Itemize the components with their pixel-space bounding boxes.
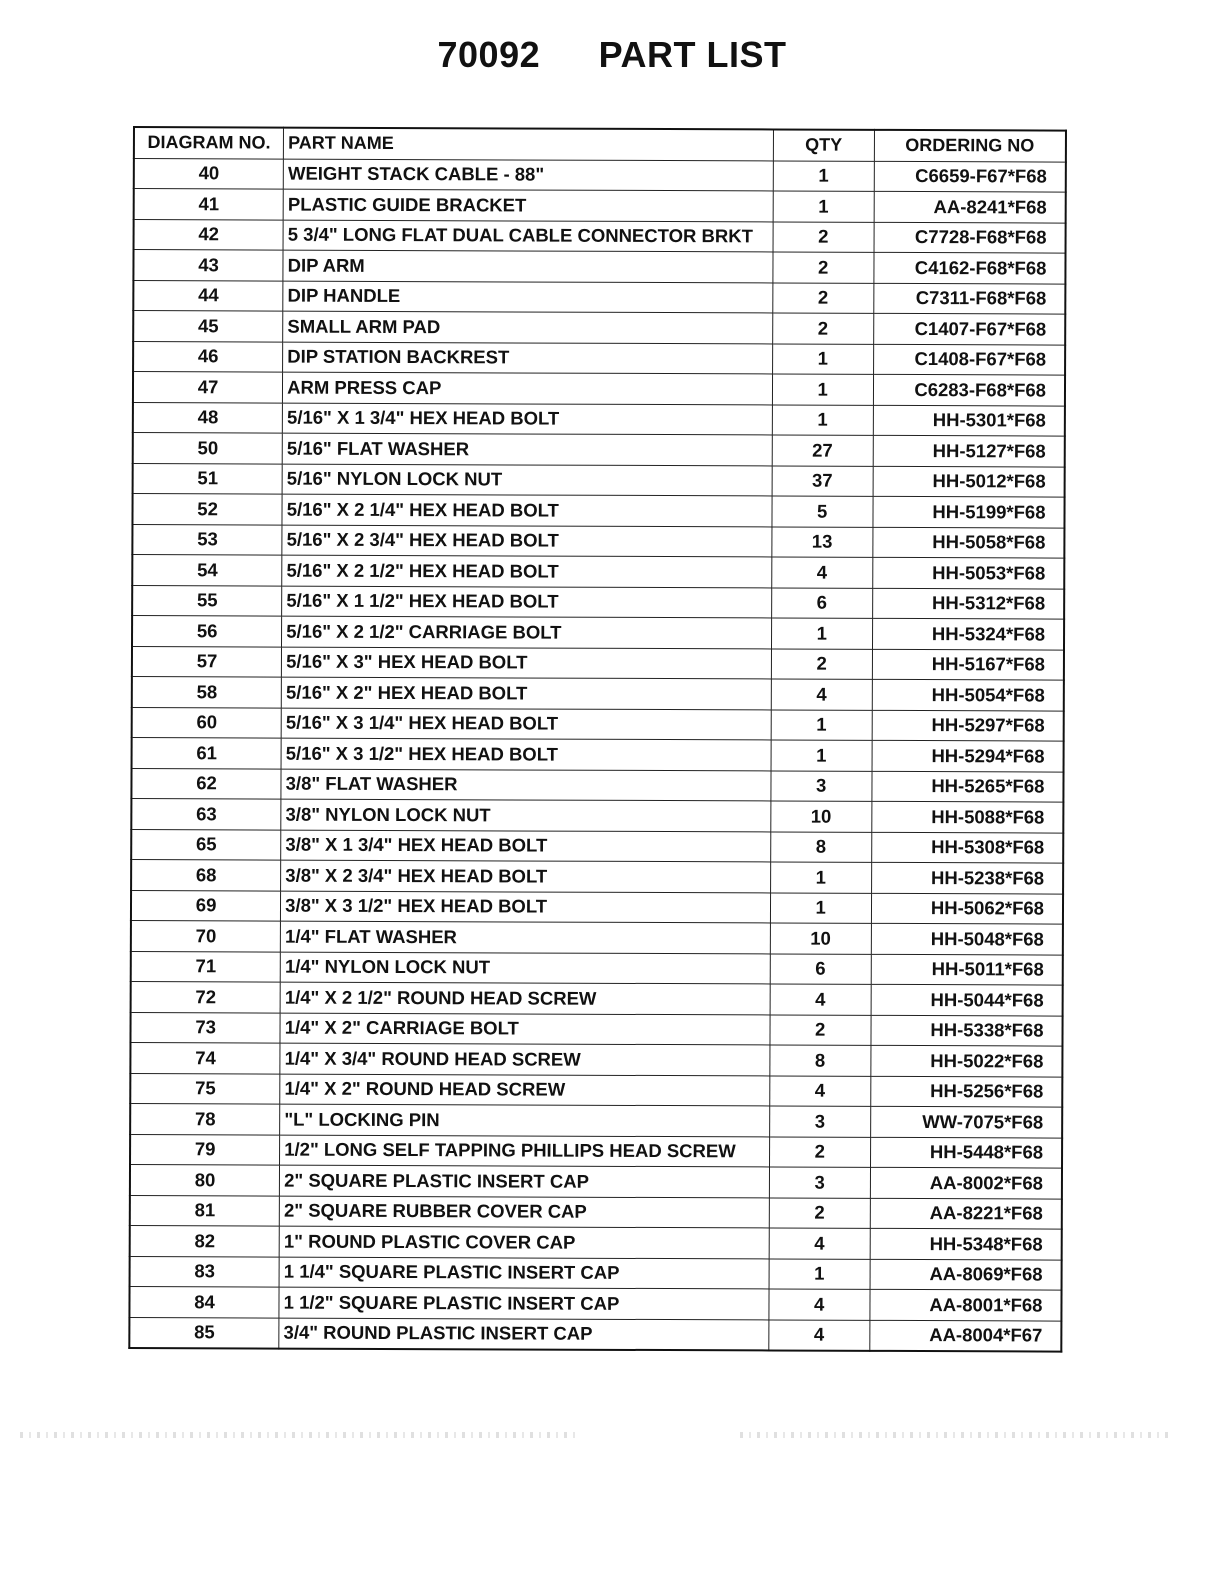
table-row [132,676,1064,710]
cell-qty: 4 [768,1319,869,1350]
cell-part-name: 5/16" X 3 1/2" HEX HEAD BOLT [281,738,771,770]
cell-qty: 8 [770,831,871,862]
cell-ordering-no: HH-5127*F68 [873,435,1065,466]
cell-diagram-no: 47 [133,372,283,403]
cell-part-name: 5/16" NYLON LOCK NUT [282,464,772,496]
table-row [133,311,1065,345]
cell-diagram-no: 43 [133,250,283,281]
cell-part-name: 1 1/4" SQUARE PLASTIC INSERT CAP [279,1257,769,1289]
cell-part-name: 5/16" X 2 3/4" HEX HEAD BOLT [282,525,772,557]
table-row [132,555,1064,589]
cell-part-name: DIP HANDLE [283,281,773,313]
table-row [131,920,1063,954]
cell-part-name: 2" SQUARE PLASTIC INSERT CAP [280,1165,770,1197]
cell-ordering-no: C4162-F68*F68 [874,252,1066,283]
cell-part-name: 5/16" X 3" HEX HEAD BOLT [282,647,772,679]
cell-part-name: PLASTIC GUIDE BRACKET [283,189,773,221]
cell-part-name: 3/8" X 3 1/2" HEX HEAD BOLT [281,891,771,923]
cell-qty: 4 [769,1228,870,1259]
cell-part-name: 3/8" X 2 3/4" HEX HEAD BOLT [281,860,771,892]
table-row [130,1195,1062,1229]
cell-diagram-no: 63 [131,798,281,829]
cell-part-name: 2" SQUARE RUBBER COVER CAP [279,1196,769,1228]
cell-part-name: 1/4" X 3/4" ROUND HEAD SCREW [280,1043,770,1075]
cell-part-name: 5/16" X 1 3/4" HEX HEAD BOLT [283,403,773,435]
cell-diagram-no: 46 [133,341,283,372]
scan-noise-left [20,1432,580,1438]
cell-ordering-no: HH-5348*F68 [870,1228,1062,1259]
cell-part-name: DIP STATION BACKREST [283,342,773,374]
table-row [130,1012,1062,1046]
cell-part-name: 5/16" X 2 1/2" CARRIAGE BOLT [282,616,772,648]
cell-diagram-no: 73 [130,1012,280,1043]
cell-qty: 2 [773,221,874,252]
cell-part-name: 1/4" FLAT WASHER [281,921,771,953]
cell-qty: 1 [772,404,873,435]
cell-part-name: 5/16" X 2" HEX HEAD BOLT [281,677,771,709]
table-row [133,280,1065,314]
cell-diagram-no: 54 [132,555,282,586]
cell-ordering-no: HH-5308*F68 [871,832,1063,863]
table-row [132,646,1064,680]
cell-diagram-no: 61 [132,737,282,768]
cell-diagram-no: 68 [131,859,281,890]
cell-ordering-no: C6283-F68*F68 [873,374,1065,405]
header-ordering-no: ORDERING NO [874,130,1066,162]
header-row [134,127,1066,162]
cell-part-name: 1/4" NYLON LOCK NUT [280,952,770,984]
table-row [131,768,1063,802]
cell-part-name: 5/16" X 1 1/2" HEX HEAD BOLT [282,586,772,618]
cell-ordering-no: HH-5312*F68 [872,588,1064,619]
cell-qty: 13 [771,526,872,557]
cell-ordering-no: C1407-F67*F68 [873,313,1065,344]
table-row [131,890,1063,924]
cell-diagram-no: 84 [129,1286,279,1317]
table-row [134,219,1066,253]
cell-qty: 2 [770,1014,871,1045]
cell-qty: 1 [772,343,873,374]
cell-qty: 6 [770,953,871,984]
cell-qty: 1 [770,892,871,923]
cell-ordering-no: AA-8001*F68 [870,1289,1062,1320]
cell-part-name: 1/4" X 2 1/2" ROUND HEAD SCREW [280,982,770,1014]
cell-part-name: 5/16" X 2 1/2" HEX HEAD BOLT [282,555,772,587]
cell-qty: 4 [771,679,872,710]
cell-diagram-no: 80 [130,1164,280,1195]
cell-diagram-no: 58 [132,676,282,707]
cell-ordering-no: HH-5022*F68 [871,1045,1063,1076]
table-row [130,1164,1062,1198]
cell-diagram-no: 79 [130,1134,280,1165]
parts-table-body [129,158,1066,1352]
table-row [131,981,1063,1015]
table-row [132,585,1064,619]
cell-qty: 2 [769,1136,870,1167]
cell-diagram-no: 69 [131,890,281,921]
cell-qty: 10 [770,801,871,832]
cell-diagram-no: 82 [130,1225,280,1256]
scan-noise-right [740,1432,1170,1438]
table-row [133,372,1065,406]
cell-qty: 4 [769,1289,870,1320]
table-row [132,524,1064,558]
cell-ordering-no: HH-5062*F68 [871,893,1063,924]
cell-ordering-no: HH-5238*F68 [871,862,1063,893]
cell-diagram-no: 72 [131,981,281,1012]
table-row [130,1042,1062,1076]
cell-ordering-no: HH-5448*F68 [870,1137,1062,1168]
header-diagram-no: DIAGRAM NO. [134,127,284,159]
table-row [132,494,1064,528]
cell-ordering-no: C1408-F67*F68 [873,344,1065,375]
cell-part-name: 5/16" FLAT WASHER [282,433,772,465]
header-part-name: PART NAME [284,128,774,161]
cell-part-name: 1/4" X 2" ROUND HEAD SCREW [280,1074,770,1106]
cell-qty: 1 [773,160,874,191]
cell-ordering-no: AA-8221*F68 [870,1198,1062,1229]
cell-ordering-no: HH-5048*F68 [871,923,1063,954]
cell-part-name: SMALL ARM PAD [283,311,773,343]
cell-diagram-no: 81 [130,1195,280,1226]
cell-qty: 2 [772,252,873,283]
cell-diagram-no: 41 [134,189,284,220]
cell-qty: 1 [771,618,872,649]
cell-ordering-no: AA-8002*F68 [870,1167,1062,1198]
cell-diagram-no: 57 [132,646,282,677]
cell-part-name: 5/16" X 3 1/4" HEX HEAD BOLT [281,708,771,740]
table-row [132,737,1064,771]
cell-qty: 1 [769,1258,870,1289]
cell-qty: 4 [770,984,871,1015]
table-row [133,402,1065,436]
cell-ordering-no: HH-5324*F68 [872,618,1064,649]
cell-diagram-no: 75 [130,1073,280,1104]
cell-diagram-no: 78 [130,1103,280,1134]
cell-ordering-no: HH-5053*F68 [873,557,1065,588]
table-row [130,1073,1062,1107]
cell-qty: 1 [771,740,872,771]
cell-part-name: 3/8" X 1 3/4" HEX HEAD BOLT [281,830,771,862]
cell-part-name: 3/4" ROUND PLASTIC INSERT CAP [279,1318,769,1351]
cell-diagram-no: 51 [133,463,283,494]
table-row [133,433,1065,467]
cell-qty: 4 [769,1075,870,1106]
cell-ordering-no: HH-5011*F68 [871,954,1063,985]
table-row [131,829,1063,863]
cell-ordering-no: HH-5338*F68 [871,1015,1063,1046]
table-row [131,859,1063,893]
parts-table [128,126,1067,1353]
cell-qty: 2 [772,282,873,313]
cell-ordering-no: C7311-F68*F68 [874,283,1066,314]
cell-qty: 10 [770,923,871,954]
header-qty: QTY [773,129,874,160]
cell-ordering-no: HH-5297*F68 [872,710,1064,741]
cell-ordering-no: AA-8069*F68 [870,1259,1062,1290]
cell-part-name: "L" LOCKING PIN [280,1104,770,1136]
cell-ordering-no: C6659-F67*F68 [874,161,1066,192]
cell-part-name: WEIGHT STACK CABLE - 88" [283,159,773,191]
cell-diagram-no: 44 [133,280,283,311]
cell-ordering-no: AA-8004*F67 [870,1320,1062,1352]
cell-qty: 8 [769,1045,870,1076]
table-row [130,1256,1062,1290]
cell-ordering-no: HH-5012*F68 [873,466,1065,497]
cell-part-name: 3/8" FLAT WASHER [281,769,771,801]
cell-ordering-no: HH-5301*F68 [873,405,1065,436]
model-number: 70092 [437,34,541,75]
cell-ordering-no: HH-5054*F68 [872,679,1064,710]
cell-qty: 3 [769,1106,870,1137]
cell-qty: 3 [769,1167,870,1198]
cell-part-name: 1/4" X 2" CARRIAGE BOLT [280,1013,770,1045]
cell-part-name: 1/2" LONG SELF TAPPING PHILLIPS HEAD SCREW [280,1135,770,1167]
cell-diagram-no: 45 [133,311,283,342]
cell-diagram-no: 48 [133,402,283,433]
table-row [129,1317,1061,1352]
cell-ordering-no: HH-5294*F68 [872,740,1064,771]
cell-diagram-no: 62 [131,768,281,799]
cell-diagram-no: 52 [132,494,282,525]
cell-ordering-no: AA-8241*F68 [874,191,1066,222]
cell-qty: 3 [770,770,871,801]
cell-part-name: DIP ARM [283,250,773,282]
table-row [131,798,1063,832]
cell-qty: 1 [771,709,872,740]
cell-qty: 1 [770,862,871,893]
cell-diagram-no: 71 [131,951,281,982]
cell-diagram-no: 40 [134,158,284,189]
table-row [133,250,1065,284]
cell-qty: 6 [771,587,872,618]
cell-qty: 2 [771,648,872,679]
table-row [132,707,1064,741]
cell-diagram-no: 55 [132,585,282,616]
cell-qty: 5 [772,496,873,527]
cell-part-name: 3/8" NYLON LOCK NUT [281,799,771,831]
cell-ordering-no: HH-5256*F68 [871,1076,1063,1107]
cell-qty: 4 [771,557,872,588]
title-text: PART LIST [598,34,787,75]
table-row [132,616,1064,650]
cell-qty: 27 [772,435,873,466]
cell-ordering-no: HH-5199*F68 [873,496,1065,527]
cell-diagram-no: 60 [132,707,282,738]
cell-diagram-no: 53 [132,524,282,555]
cell-diagram-no: 56 [132,616,282,647]
cell-qty: 1 [773,191,874,222]
cell-diagram-no: 50 [133,433,283,464]
cell-ordering-no: HH-5167*F68 [872,649,1064,680]
table-row [129,1286,1061,1320]
table-row [130,1134,1062,1168]
table-row [133,341,1065,375]
cell-ordering-no: C7728-F68*F68 [874,222,1066,253]
cell-diagram-no: 65 [131,829,281,860]
cell-ordering-no: HH-5265*F68 [872,771,1064,802]
cell-qty: 2 [769,1197,870,1228]
cell-diagram-no: 42 [134,219,284,250]
cell-part-name: 5/16" X 2 1/4" HEX HEAD BOLT [282,494,772,526]
cell-diagram-no: 74 [130,1042,280,1073]
table-row [131,951,1063,985]
cell-qty: 1 [772,374,873,405]
table-row [130,1103,1062,1137]
cell-part-name: 5 3/4" LONG FLAT DUAL CABLE CONNECTOR BRKT [283,220,773,252]
cell-diagram-no: 70 [131,920,281,951]
cell-qty: 2 [772,313,873,344]
table-row [130,1225,1062,1259]
table-row [133,463,1065,497]
cell-part-name: 1 1/2" SQUARE PLASTIC INSERT CAP [279,1287,769,1319]
cell-diagram-no: 83 [130,1256,280,1287]
cell-qty: 37 [772,465,873,496]
cell-part-name: ARM PRESS CAP [283,372,773,404]
cell-ordering-no: HH-5044*F68 [871,984,1063,1015]
page-title [0,34,1224,76]
cell-ordering-no: WW-7075*F68 [870,1106,1062,1137]
table-row [134,158,1066,192]
cell-ordering-no: HH-5088*F68 [872,801,1064,832]
cell-diagram-no: 85 [129,1317,279,1349]
table-row [134,189,1066,223]
cell-part-name: 1" ROUND PLASTIC COVER CAP [279,1226,769,1258]
cell-ordering-no: HH-5058*F68 [873,527,1065,558]
